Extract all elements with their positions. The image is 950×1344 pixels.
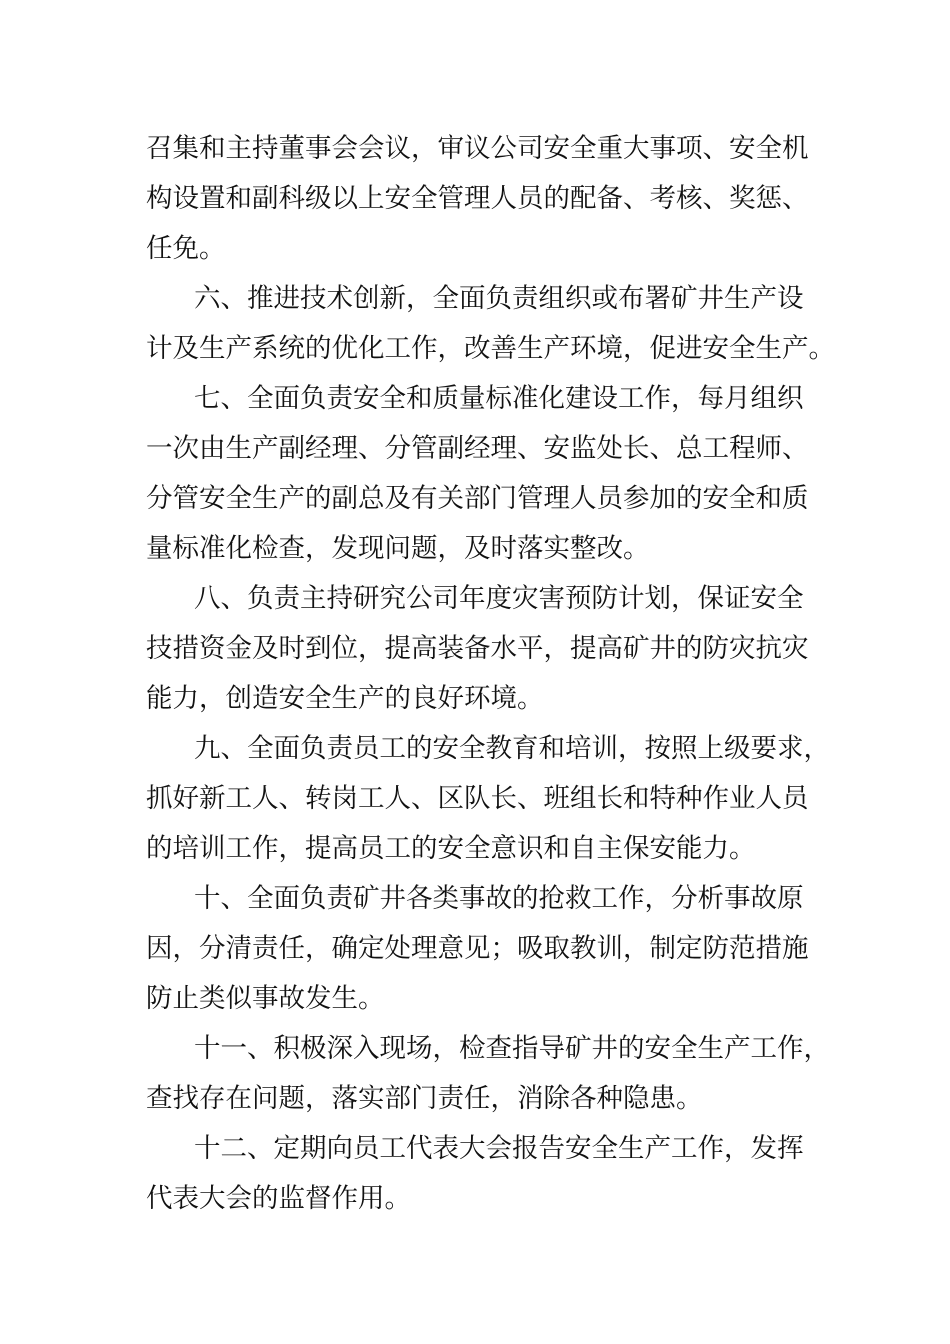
paragraph-11-line-2: 查找存在问题，落实部门责任，消除各种隐患。 [146,1083,703,1114]
paragraph-9-line-1: 九、全面负责员工的安全教育和培训，按照上级要求， [194,733,830,764]
paragraph-8-line-1: 八、负责主持研究公司年度灾害预防计划，保证安全 [194,583,804,614]
paragraph-12-line-1: 十二、定期向员工代表大会报告安全生产工作，发挥 [194,1133,804,1164]
paragraph-10-line-3: 防止类似事故发生。 [146,983,385,1014]
paragraph-7-line-2: 一次由生产副经理、分管副经理、安监处长、总工程师、 [146,433,809,464]
text-line-3: 任免。 [146,233,226,264]
paragraph-7-line-4: 量标准化检查，发现问题，及时落实整改。 [146,533,650,564]
paragraph-6-line-2: 计及生产系统的优化工作，改善生产环境，促进安全生产。 [146,333,835,364]
paragraph-11-line-1: 十一、积极深入现场，检查指导矿井的安全生产工作， [194,1033,830,1064]
paragraph-9-line-3: 的培训工作，提高员工的安全意识和自主保安能力。 [146,833,756,864]
paragraph-8-line-2: 技措资金及时到位，提高装备水平，提高矿井的防灾抗灾 [146,633,809,664]
text-line-1: 召集和主持董事会会议，审议公司安全重大事项、安全机 [146,133,809,164]
paragraph-10-line-1: 十、全面负责矿井各类事故的抢救工作，分析事故原 [194,883,804,914]
paragraph-7-line-1: 七、全面负责安全和质量标准化建设工作，每月组织 [194,383,804,414]
paragraph-8-line-3: 能力，创造安全生产的良好环境。 [146,683,544,714]
paragraph-10-line-2: 因，分清责任，确定处理意见；吸取教训，制定防范措施 [146,933,809,964]
paragraph-9-line-2: 抓好新工人、转岗工人、区队长、班组长和特种作业人员 [146,783,809,814]
text-line-2: 构设置和副科级以上安全管理人员的配备、考核、奖惩、 [146,183,809,214]
paragraph-7-line-3: 分管安全生产的副总及有关部门管理人员参加的安全和质 [146,483,809,514]
paragraph-12-line-2: 代表大会的监督作用。 [146,1183,411,1214]
paragraph-6-line-1: 六、推进技术创新，全面负责组织或布署矿井生产设 [194,283,804,314]
